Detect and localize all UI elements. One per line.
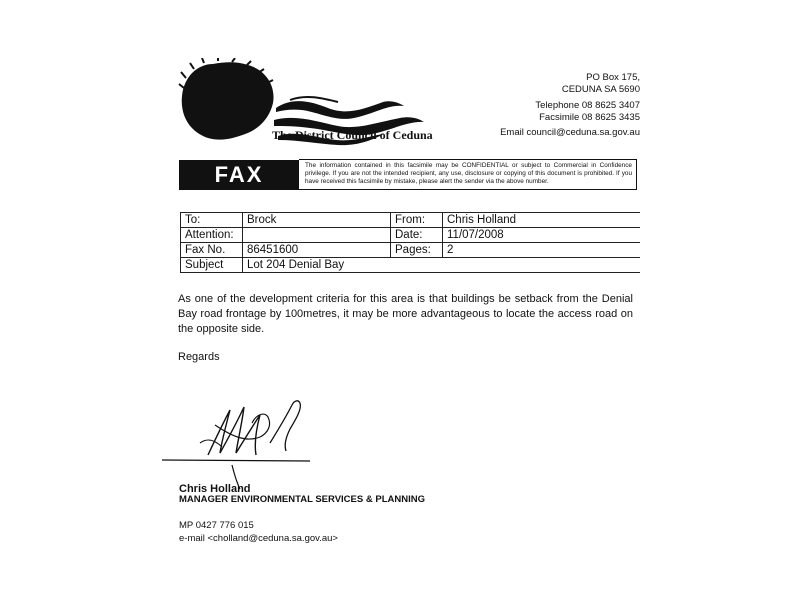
facsimile: Facsimile 08 8625 3435: [539, 112, 640, 123]
confidentiality-notice: The information contained in this facsimile may be CONFIDENTIAL or subject to Commercial in Confidence privilege. If you are not the intended recipient, any use, disclosure or copying of this document is prohibited. If you have received this facsimile by mistake, please alert the sender via the above number.: [299, 159, 637, 190]
sender-email: e-mail <cholland@ceduna.sa.gov.au>: [179, 533, 338, 544]
address-line-1: PO Box 175,: [586, 72, 640, 83]
message-paragraph: As one of the development criteria for this area is that buildings be setback from the Denial Bay road frontage by 100metres, it may be more advantageous to locate the access road on the opposite side.: [178, 293, 633, 335]
fax-label: FAX: [179, 160, 299, 190]
council-email: Email council@ceduna.sa.gov.au: [500, 127, 640, 138]
to-label: To:: [181, 213, 243, 228]
subject-label: Subject: [181, 258, 243, 273]
subject-value: Lot 204 Denial Bay: [243, 258, 641, 273]
table-row: [181, 213, 641, 228]
table-row: [181, 243, 641, 258]
to-value: Brock: [243, 213, 391, 228]
pages-label: Pages:: [391, 243, 443, 258]
fax-details-table: [180, 212, 640, 273]
from-value: Chris Holland: [443, 213, 641, 228]
from-label: From:: [391, 213, 443, 228]
address-line-2: CEDUNA SA 5690: [561, 84, 640, 95]
sender-title: MANAGER ENVIRONMENTAL SERVICES & PLANNING: [179, 494, 425, 505]
telephone: Telephone 08 8625 3407: [535, 100, 640, 111]
pages-value: 2: [443, 243, 641, 258]
table-row: [181, 228, 641, 243]
date-label: Date:: [391, 228, 443, 243]
table-row: [181, 258, 641, 273]
fax-no-value: 86451600: [243, 243, 391, 258]
fax-no-label: Fax No.: [181, 243, 243, 258]
sender-name: Chris Holland: [179, 483, 251, 495]
attention-label: Attention:: [181, 228, 243, 243]
sender-mobile: MP 0427 776 015: [179, 520, 254, 531]
attention-value: [243, 228, 391, 243]
council-name: The District Council of Ceduna: [272, 128, 433, 142]
handwritten-signature: [160, 395, 330, 495]
date-value: 11/07/2008: [443, 228, 641, 243]
closing: Regards: [178, 351, 220, 363]
